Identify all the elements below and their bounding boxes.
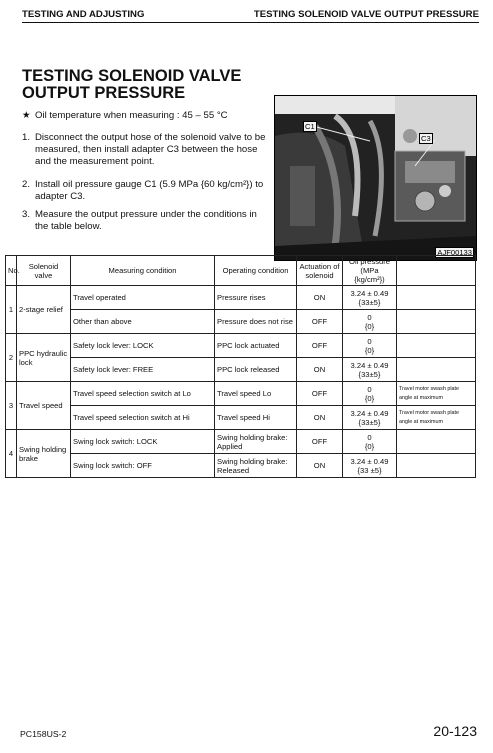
header-solenoid-valve: Solenoid valve — [17, 256, 71, 286]
operating-condition: Travel speed Hi — [215, 406, 297, 430]
figure-id: AJF00133 — [437, 248, 472, 257]
pressure-kgcm2: {33±5} — [358, 417, 381, 427]
oil-pressure — [343, 454, 397, 478]
remarks: Travel motor swash plate angle at maximum — [397, 406, 476, 430]
step-2 — [22, 179, 267, 203]
remarks — [397, 454, 476, 478]
actuation: ON — [297, 358, 343, 382]
step-number: 2. — [22, 179, 31, 190]
valve-name: Travel speed — [17, 382, 71, 430]
pressure-mpa: 3.24 ± 0.49 — [350, 288, 389, 298]
measuring-condition: Travel speed selection switch at Lo — [71, 382, 215, 406]
header-no: No. — [6, 256, 17, 286]
pressure-mpa: 0 — [367, 336, 372, 346]
pressure-kgcm2: {33±5} — [358, 369, 381, 379]
pressure-mpa: 0 — [367, 384, 372, 394]
header-oil-pressure: Oil pressure (MPa {kg/cm²}) — [343, 256, 397, 286]
pressure-mpa: 0 — [367, 432, 372, 442]
pressure-mpa: 3.24 ± 0.49 — [350, 456, 389, 466]
table-row — [6, 406, 476, 430]
oil-pressure — [343, 406, 397, 430]
remarks: Travel motor swash plate angle at maximum — [397, 382, 476, 406]
step-text: Install oil pressure gauge C1 (5.9 MPa {60 kg/cm²}) to adapter C3. — [35, 179, 264, 202]
table-row — [6, 382, 476, 406]
note-text: Oil temperature when measuring : 45 – 55 °C — [35, 110, 228, 121]
actuation: ON — [297, 286, 343, 310]
operating-condition: Swing holding brake: Applied — [215, 430, 297, 454]
remarks — [397, 334, 476, 358]
row-no: 1 — [6, 286, 17, 334]
actuation: ON — [297, 454, 343, 478]
pressure-mpa: 3.24 ± 0.49 — [350, 408, 389, 418]
measurement-photo — [274, 95, 477, 261]
actuation: OFF — [297, 430, 343, 454]
label-c3: C3 — [421, 134, 431, 143]
remarks — [397, 358, 476, 382]
pressure-kgcm2: {33 ±5} — [357, 465, 382, 475]
table-row — [6, 454, 476, 478]
remarks — [397, 310, 476, 334]
measuring-condition: Swing lock switch: LOCK — [71, 430, 215, 454]
valve-name: 2-stage relief — [17, 286, 71, 334]
pressure-kgcm2: {0} — [364, 345, 375, 355]
remarks — [397, 430, 476, 454]
operating-condition: Pressure rises — [215, 286, 297, 310]
table-row — [6, 430, 476, 454]
remarks — [397, 286, 476, 310]
label-c1: C1 — [305, 122, 315, 131]
actuation: OFF — [297, 382, 343, 406]
pressure-kgcm2: {33±5} — [358, 297, 381, 307]
oil-pressure — [343, 358, 397, 382]
operating-condition: PPC lock actuated — [215, 334, 297, 358]
table-header-row — [6, 256, 476, 286]
measuring-condition: Safety lock lever: FREE — [71, 358, 215, 382]
operating-condition: Pressure does not rise — [215, 310, 297, 334]
header-actuation: Actuation of solenoid — [297, 256, 343, 286]
oil-pressure — [343, 286, 397, 310]
valve-name: PPC hydraulic lock — [17, 334, 71, 382]
header-measuring-condition: Measuring condition — [71, 256, 215, 286]
footer-model: PC158US-2 — [20, 729, 67, 739]
step-text: Measure the output pressure under the conditions in the table below. — [35, 209, 257, 232]
operating-condition: PPC lock released — [215, 358, 297, 382]
step-number: 1. — [22, 132, 31, 143]
pressure-kgcm2: {0} — [364, 441, 375, 451]
table-row — [6, 286, 476, 310]
operating-condition: Travel speed Lo — [215, 382, 297, 406]
measuring-condition: Other than above — [71, 310, 215, 334]
row-no: 3 — [6, 382, 17, 430]
header-topic: TESTING SOLENOID VALVE OUTPUT PRESSURE — [253, 9, 479, 20]
header-section: TESTING AND ADJUSTING — [22, 9, 145, 20]
actuation: OFF — [297, 310, 343, 334]
header-operating-condition: Operating condition — [215, 256, 297, 286]
actuation: ON — [297, 406, 343, 430]
header-remarks — [397, 256, 476, 286]
pressure-mpa: 3.24 ± 0.49 — [350, 360, 389, 370]
step-1 — [22, 132, 267, 168]
oil-pressure — [343, 430, 397, 454]
measuring-condition: Safety lock lever: LOCK — [71, 334, 215, 358]
valve-name: Swing holding brake — [17, 430, 71, 478]
temperature-note — [22, 110, 267, 122]
oil-pressure — [343, 310, 397, 334]
table-row — [6, 358, 476, 382]
solenoid-pressure-table — [5, 255, 476, 478]
measuring-condition: Travel operated — [71, 286, 215, 310]
measuring-condition: Travel speed selection switch at Hi — [71, 406, 215, 430]
pressure-mpa: 0 — [367, 312, 372, 322]
row-no: 2 — [6, 334, 17, 382]
step-number: 3. — [22, 209, 31, 220]
step-3 — [22, 209, 267, 233]
step-text: Disconnect the output hose of the solenoid valve to be measured, then install adapter C3 between the hose and the measurement point. — [35, 132, 266, 167]
page-header — [22, 6, 479, 23]
footer-page-number: 20-123 — [433, 723, 477, 739]
oil-pressure — [343, 382, 397, 406]
table-row — [6, 334, 476, 358]
page-title: TESTING SOLENOID VALVE OUTPUT PRESSURE — [22, 67, 242, 102]
table-row — [6, 310, 476, 334]
operating-condition: Swing holding brake: Released — [215, 454, 297, 478]
measuring-condition: Swing lock switch: OFF — [71, 454, 215, 478]
actuation: OFF — [297, 334, 343, 358]
pressure-kgcm2: {0} — [364, 393, 375, 403]
star-icon: ★ — [22, 110, 31, 121]
row-no: 4 — [6, 430, 17, 478]
pressure-kgcm2: {0} — [364, 321, 375, 331]
oil-pressure — [343, 334, 397, 358]
